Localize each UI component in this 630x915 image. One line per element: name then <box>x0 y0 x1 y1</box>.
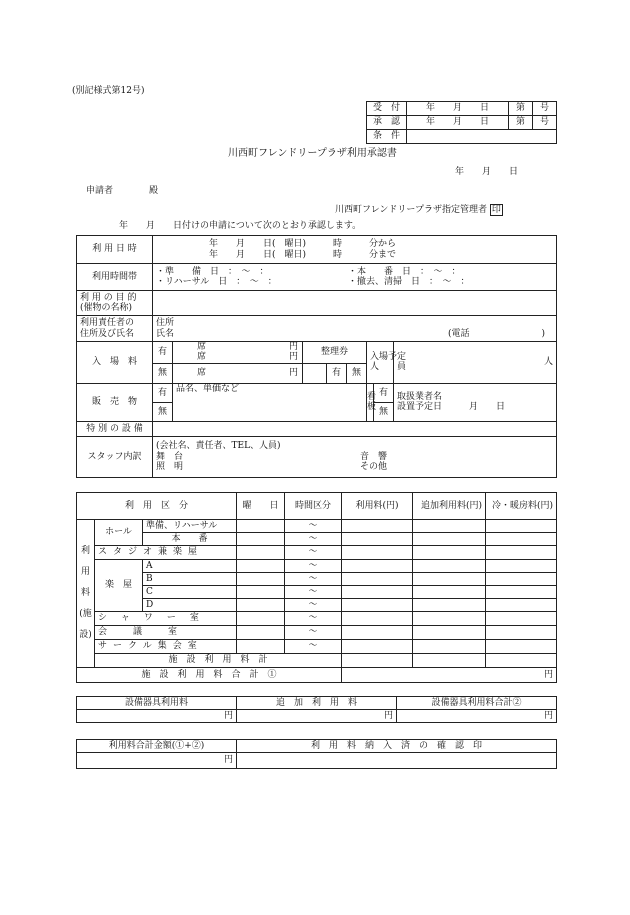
receipt-row <box>367 130 557 144</box>
time-tilde: ～ <box>285 546 342 560</box>
staff-label: スタッフ内訳 <box>77 436 153 477</box>
responsible-label-2: 住所及び氏名 <box>80 328 135 339</box>
equipment-additional-yen: 円 <box>237 710 397 723</box>
fee-row <box>77 546 557 560</box>
grand-total-table <box>76 739 557 769</box>
sign-no: 無 <box>374 402 394 421</box>
person-unit: 人 <box>394 342 557 384</box>
stage-label: 舞 台 <box>156 451 184 462</box>
grand-total-label: 利用料合計金額(①+②) <box>77 740 237 753</box>
fee-header <box>77 493 557 520</box>
payment-confirmation-label: 利 用 料 納 入 済 の 確 認 印 <box>237 740 557 753</box>
approval-label: 承 認 <box>367 116 407 130</box>
room-b: B <box>143 573 237 586</box>
row-time-band <box>77 264 557 291</box>
time-tilde: ～ <box>285 640 342 654</box>
time-tilde: ～ <box>285 520 342 533</box>
purpose-value <box>153 291 557 316</box>
purpose-label: 利 用 の 目 的 <box>80 292 137 303</box>
facility-subtotal-label: 施 設 利 用 料 計 <box>95 654 342 668</box>
equipment-total-yen: 円 <box>397 710 557 723</box>
fee-row <box>77 640 557 654</box>
ticket-blank <box>303 363 327 383</box>
applicant: 申請者 殿 <box>86 186 159 196</box>
meeting-room-label: 会議室 <box>95 626 237 640</box>
equipment-table <box>76 696 557 723</box>
ticket-yes: 有 <box>327 363 347 383</box>
facility-total-yen: 円 <box>342 668 557 683</box>
prep-label: 準備、リハーサル <box>143 520 237 533</box>
ticket-label: 整理券 <box>303 342 367 364</box>
grand-total-yen: 円 <box>77 753 237 769</box>
items-label: 品名、単価など <box>173 383 367 421</box>
row-purpose <box>77 291 557 316</box>
lighting-label: 照 明 <box>156 461 184 472</box>
seal-mark: 印 <box>491 205 501 215</box>
fee-row <box>77 560 557 573</box>
name-label: 氏名 <box>156 328 175 339</box>
other-label: その他 <box>360 461 388 472</box>
rehearsal-day: ・リハーサル 日 ： ～ ： <box>156 277 277 287</box>
equipment-values <box>77 710 557 723</box>
date-from: 年 月 日( 曜日) 時 分から <box>209 239 397 250</box>
manager-label: 川西町フレンドリープラザ指定管理者 <box>335 205 487 215</box>
receipt-date: 年 月 日 <box>407 102 509 116</box>
row-staff <box>77 436 557 477</box>
equipment-fee-yen: 円 <box>77 710 237 723</box>
fee-row <box>77 533 557 546</box>
payment-seal-area <box>237 753 557 769</box>
sales-no: 無 <box>153 402 173 421</box>
facility-fee-side-label: 利用料(施設) <box>77 520 95 668</box>
room-a: A <box>143 560 237 573</box>
cleanup-day: ・撤去、清掃 日 ： ～ ： <box>348 277 470 287</box>
date-label: 利 用 日 時 <box>77 236 153 264</box>
seat-label: 席 <box>197 342 207 352</box>
time-band-label: 利用時間帯 <box>77 264 153 291</box>
yen-label: 円 <box>288 352 298 363</box>
additional-header: 追加利用料(円) <box>413 493 486 520</box>
time-tilde: ～ <box>285 612 342 626</box>
sales-label: 販 売 物 <box>77 383 153 421</box>
date-to: 年 月 日( 曜日) 時 分まで <box>209 249 397 260</box>
main-day: ・本 番 日 ： ～ ： <box>348 266 461 277</box>
time-header: 時間区分 <box>285 493 342 520</box>
application-form <box>76 235 557 478</box>
aircon-header: 冷・暖房料(円) <box>486 493 557 520</box>
event-name-label: (催物の名称) <box>80 303 133 313</box>
issue-date: 年 月 日 <box>455 167 519 177</box>
responsible-label: 利用責任者の <box>80 318 135 329</box>
entry-no: 無 <box>153 363 173 383</box>
row-special <box>77 421 557 436</box>
entry-yes: 有 <box>153 342 173 364</box>
category-header: 利 用 区 分 <box>77 493 237 520</box>
yen-label: 円 <box>288 342 298 352</box>
fee-row <box>77 573 557 586</box>
tel-label: (電話 ) <box>448 328 546 339</box>
condition-label: 条 件 <box>367 130 407 144</box>
time-tilde: ～ <box>285 586 342 599</box>
fee-total-row <box>77 668 557 683</box>
dressing-room-label: 楽 屋 <box>95 560 143 612</box>
special-label: 特 別 の 設 備 <box>77 421 153 436</box>
time-tilde: ～ <box>285 599 342 612</box>
install-label: 設置予定日 月 日 <box>397 402 506 413</box>
manager-name <box>335 204 503 216</box>
special-value <box>153 421 557 436</box>
fee-row <box>77 599 557 612</box>
receipt-label: 受 付 <box>367 102 407 116</box>
room-c: C <box>143 586 237 599</box>
seat-label: 席 <box>197 368 207 379</box>
seat-label: 席 <box>197 352 207 363</box>
receipt-table <box>366 101 557 144</box>
time-tilde: ～ <box>285 560 342 573</box>
approval-no-unit: 号 <box>533 116 557 130</box>
receipt-row <box>367 102 557 116</box>
equipment-additional-header: 追 加 利 用 料 <box>237 697 397 710</box>
fee-row <box>77 520 557 533</box>
prep-day: ・準 備 日 ： ～ ： <box>156 266 269 277</box>
equipment-total-header: 設備器具利用料合計② <box>397 697 557 710</box>
yen-label: 円 <box>288 368 298 379</box>
sales-yes: 有 <box>153 383 173 402</box>
approval-date: 年 月 日 <box>407 116 509 130</box>
row-responsible <box>77 316 557 342</box>
staff-hint: (会社名、責任者、TEL、人員) <box>156 441 281 452</box>
ticket-no: 無 <box>347 363 367 383</box>
day-header: 曜 日 <box>237 493 285 520</box>
row-entry-fee-1 <box>77 342 557 364</box>
receipt-no-unit: 号 <box>533 102 557 116</box>
sign-yes: 有 <box>374 383 394 402</box>
receipt-row <box>367 116 557 130</box>
circle-room-label: サークル集会室 <box>95 640 237 654</box>
signboard-label: 看板 <box>367 383 374 421</box>
time-tilde: ～ <box>285 573 342 586</box>
time-tilde: ～ <box>285 626 342 640</box>
row-date <box>77 236 557 264</box>
sound-label: 音 響 <box>360 451 388 462</box>
hall-label: ホール <box>95 520 143 546</box>
fee-row <box>77 586 557 599</box>
grand-total-header <box>77 740 557 753</box>
studio-label: スタジオ兼楽屋 <box>95 546 237 560</box>
expected-label: 入場予定 <box>370 352 407 362</box>
receipt-no-label: 第 <box>509 102 533 116</box>
document-title: 川西町フレンドリープラザ利用承認書 <box>228 148 397 159</box>
equipment-header <box>77 697 557 710</box>
condition-value <box>407 130 557 144</box>
fee-subtotal-row <box>77 654 557 668</box>
shower-room-label: シャワー室 <box>95 612 237 626</box>
fee-header-cell: 利用料(円) <box>342 493 413 520</box>
approval-intro: 年 月 日付けの申請について次のとおり承認します。 <box>119 221 362 231</box>
grand-total-values <box>77 753 557 769</box>
address-label: 住所 <box>156 318 175 329</box>
main-label: 本 番 <box>143 533 237 546</box>
equipment-fee-header: 設備器具利用料 <box>77 697 237 710</box>
fee-row <box>77 612 557 626</box>
fee-table <box>76 492 557 683</box>
fee-row <box>77 626 557 640</box>
facility-total-label: 施 設 利 用 料 合 計 ① <box>77 668 342 683</box>
time-tilde: ～ <box>285 533 342 546</box>
room-d: D <box>143 599 237 612</box>
expected-label-2: 人 員 <box>370 362 407 373</box>
row-sales-1 <box>77 383 557 402</box>
handler-label: 取扱業者名 <box>397 391 443 402</box>
form-number: (別記様式第12号) <box>72 86 145 96</box>
entry-fee-label: 入 場 料 <box>77 342 153 384</box>
approval-no-label: 第 <box>509 116 533 130</box>
